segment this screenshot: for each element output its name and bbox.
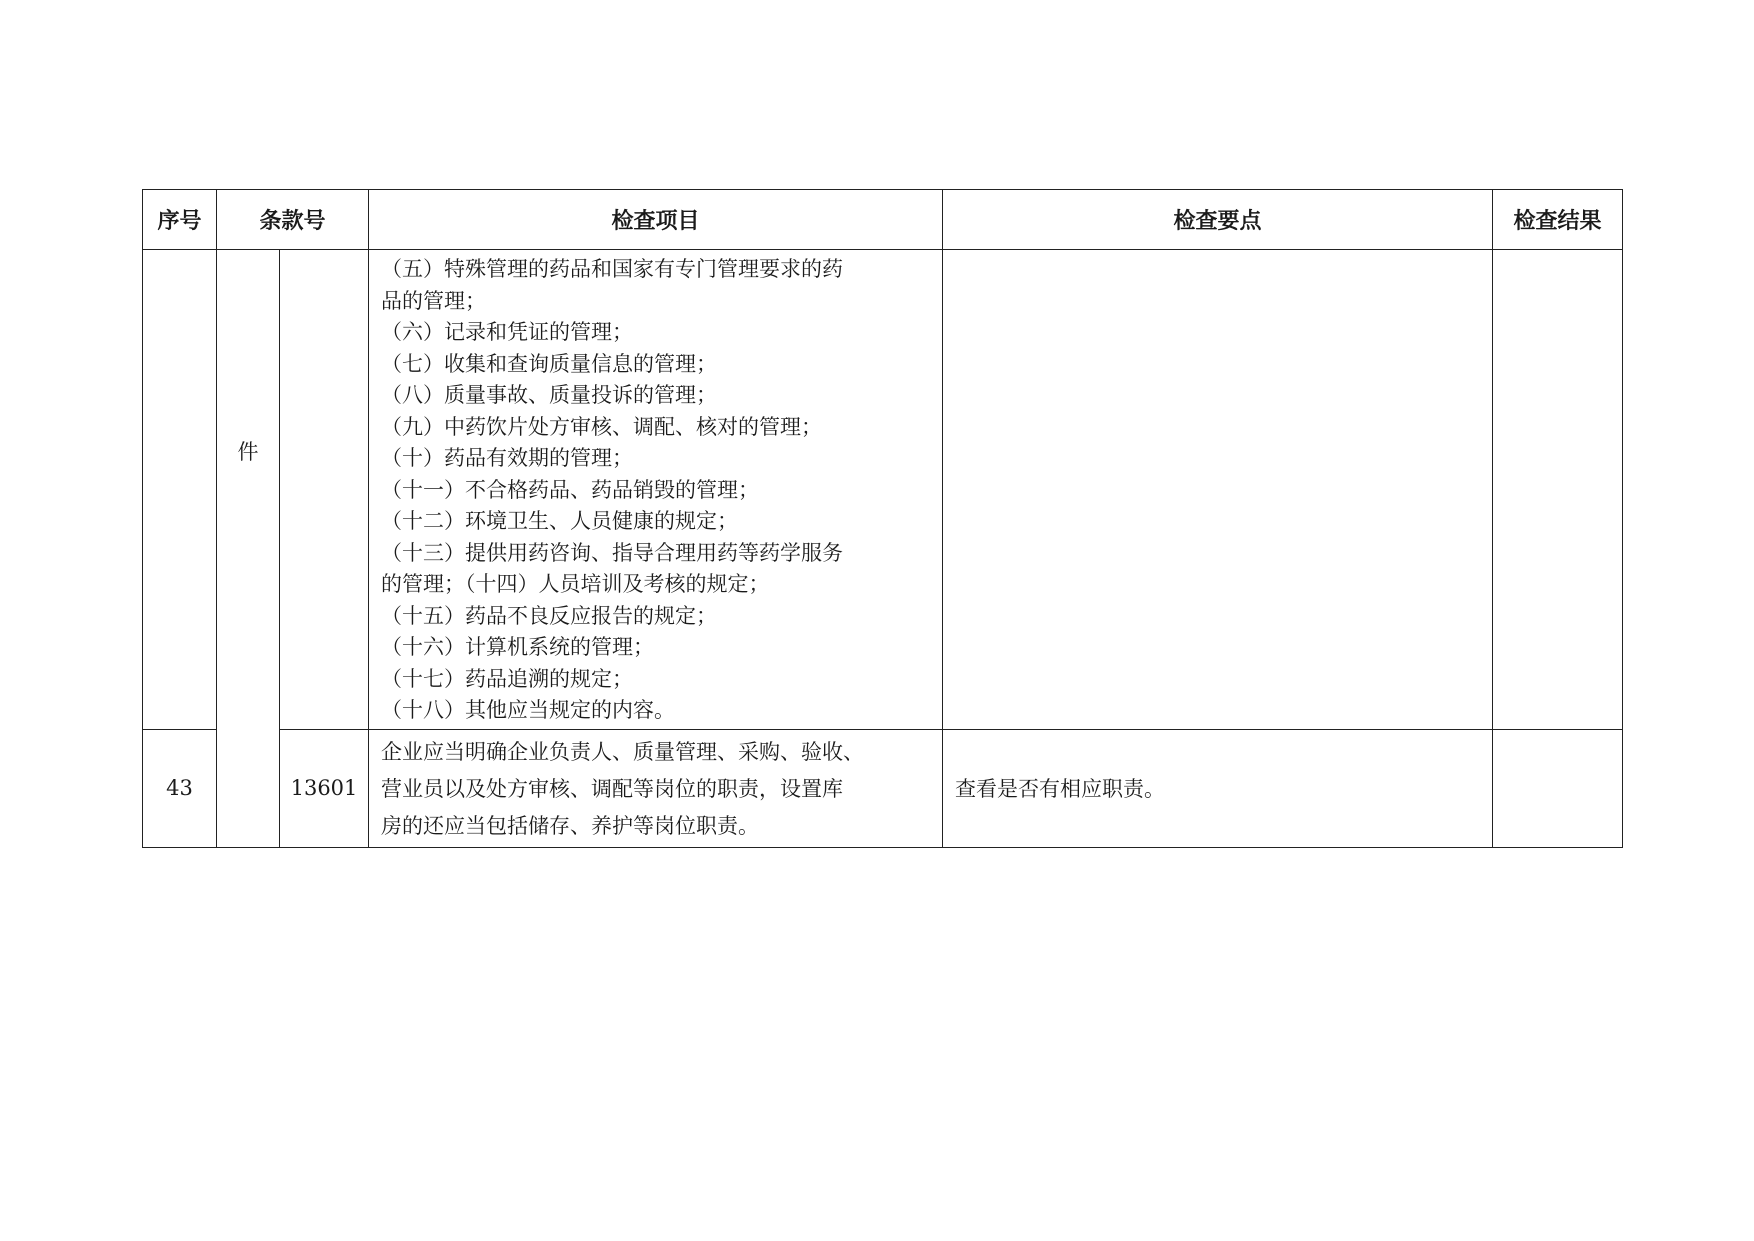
item-line: （十五）药品不良反应报告的规定； bbox=[381, 603, 718, 628]
clause-cell-empty bbox=[280, 250, 369, 730]
item-line: （六）记录和凭证的管理； bbox=[381, 320, 634, 344]
category-cell bbox=[217, 250, 280, 848]
category-char: 件 bbox=[237, 440, 259, 465]
item-line: 企业应当明确企业负责人、质量管理、采购、验收、 bbox=[381, 739, 865, 764]
header-result: 检查结果 bbox=[1493, 190, 1623, 250]
result-cell bbox=[1493, 729, 1623, 847]
item-line: （十六）计算机系统的管理； bbox=[381, 635, 655, 659]
item-cell bbox=[369, 729, 943, 847]
header-seq: 序号 bbox=[143, 190, 217, 250]
table-row bbox=[143, 729, 1623, 847]
item-line: 的管理；（十四）人员培训及考核的规定； bbox=[381, 572, 770, 596]
item-line: （十一）不合格药品、药品销毁的管理； bbox=[381, 477, 760, 502]
clause-cell: 13601 bbox=[280, 729, 369, 847]
item-line: 品的管理； bbox=[381, 288, 487, 313]
item-line: 营业员以及处方审核、调配等岗位的职责，设置库 bbox=[381, 776, 844, 801]
point-cell: 查看是否有相应职责。 bbox=[943, 729, 1493, 847]
item-line: （十七）药品追溯的规定； bbox=[381, 666, 634, 691]
item-cell bbox=[369, 250, 943, 730]
item-line: （九）中药饮片处方审核、调配、核对的管理； bbox=[381, 414, 823, 439]
item-line: （十八）其他应当规定的内容。 bbox=[381, 698, 676, 722]
item-line: （五）特殊管理的药品和国家有专门管理要求的药 bbox=[381, 257, 844, 281]
item-line: 房的还应当包括储存、养护等岗位职责。 bbox=[381, 813, 760, 838]
item-line: （十）药品有效期的管理； bbox=[381, 446, 634, 470]
header-row bbox=[143, 190, 1623, 250]
table-row bbox=[143, 250, 1623, 730]
header-clause: 条款号 bbox=[217, 190, 369, 250]
header-point: 检查要点 bbox=[943, 190, 1493, 250]
item-line: （十二）环境卫生、人员健康的规定； bbox=[381, 509, 739, 533]
item-line: （七）收集和查询质量信息的管理； bbox=[381, 351, 718, 376]
inspection-table bbox=[142, 189, 1623, 848]
seq-cell: 43 bbox=[143, 729, 217, 847]
item-line: （十三）提供用药咨询、指导合理用药等药学服务 bbox=[381, 540, 844, 565]
point-cell bbox=[943, 250, 1493, 730]
header-item: 检查项目 bbox=[369, 190, 943, 250]
result-cell bbox=[1493, 250, 1623, 730]
seq-cell-empty bbox=[143, 250, 217, 730]
item-line: （八）质量事故、质量投诉的管理； bbox=[381, 383, 718, 407]
